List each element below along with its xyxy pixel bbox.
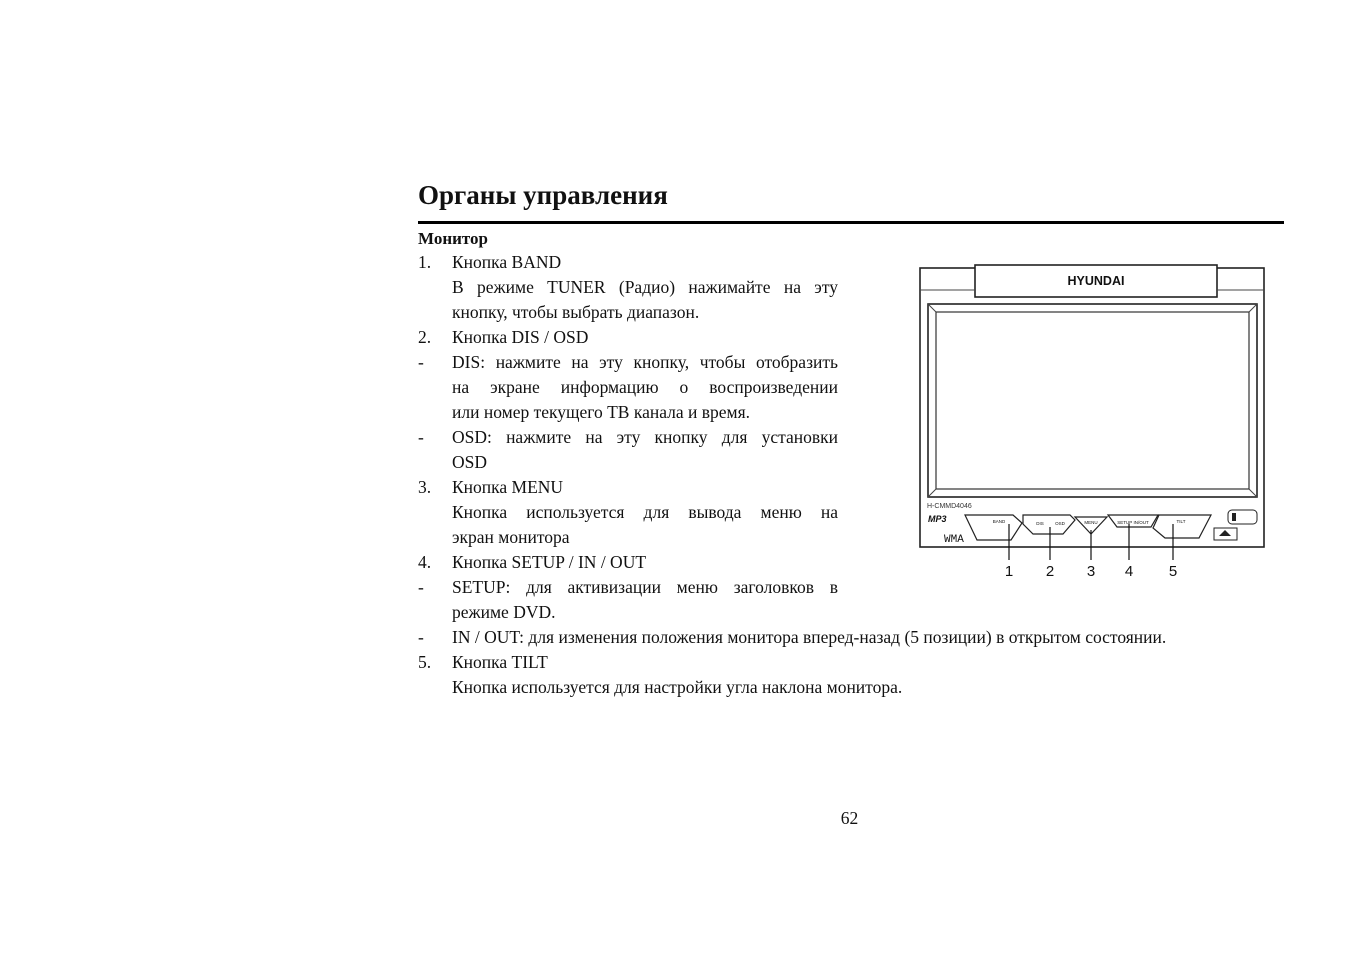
item-title-band: Кнопка BAND [452,252,562,272]
item-number: 4. [418,552,432,572]
mp3-logo: MP3 [928,514,947,524]
page-number: 62 [840,808,859,828]
model-label: H-CMMD4046 [927,503,972,510]
section-subheading: Монитор [418,229,488,248]
item-desc-line: OSD: нажмите на эту кнопку для установки [452,427,838,447]
setup-button-label: SETUP IN/OUT [1117,520,1149,525]
callout-3: 3 [1086,563,1096,580]
item-number: 1. [418,252,432,272]
brand-logo: HYUNDAI [1067,274,1125,288]
item-desc-line: DIS: нажмите на эту кнопку, чтобы отобразить [452,352,838,372]
callout-4: 4 [1124,563,1134,580]
bullet-dash: - [418,352,424,372]
item-desc-line: Кнопка используется для настройки угла наклона монитора. [452,677,903,697]
item-desc-line: SETUP: для активизации меню заголовков в [452,577,838,597]
item-title-menu: Кнопка MENU [452,477,564,497]
item-desc-line: Кнопка используется для вывода меню на [452,502,838,522]
bullet-dash: - [418,627,424,647]
page-title: Органы управления [418,180,668,210]
screen [936,312,1249,489]
callout-2: 2 [1045,563,1055,580]
bullet-dash: - [418,427,424,447]
item-desc-line: IN / OUT: для изменения положения монитора вперед-назад (5 позиции) в открытом состоянии. [452,627,1167,647]
item-title-tilt: Кнопка TILT [452,652,548,672]
item-desc-line: OSD [452,452,488,472]
item-title-setup: Кнопка SETUP / IN / OUT [452,552,647,572]
menu-button-label: MENU [1084,520,1098,525]
wma-logo: WMA [944,534,964,546]
item-desc-line: В режиме TUNER (Радио) нажимайте на эту [452,277,838,297]
item-desc-line: кнопку, чтобы выбрать диапазон. [452,302,700,322]
tilt-button-label: TILT [1176,519,1186,524]
item-desc-line: режиме DVD. [452,602,556,622]
item-number: 5. [418,652,432,672]
item-number: 3. [418,477,432,497]
monitor-figure [915,262,1269,582]
monitor-drawing [915,262,1269,582]
band-button-label: BAND [992,519,1006,524]
callout-5: 5 [1168,563,1178,580]
item-title-dis-osd: Кнопка DIS / OSD [452,327,589,347]
bullet-dash: - [418,577,424,597]
item-desc-line: экран монитора [452,527,570,547]
title-rule [418,221,1284,224]
callout-1: 1 [1004,563,1014,580]
item-desc-line: или номер текущего ТВ канала и время. [452,402,751,422]
dis-button-label: DIS [1036,521,1044,526]
item-desc-line: на экране информацию о воспроизведении [452,377,838,397]
item-number: 2. [418,327,432,347]
osd-button-label: OSD [1055,521,1065,526]
